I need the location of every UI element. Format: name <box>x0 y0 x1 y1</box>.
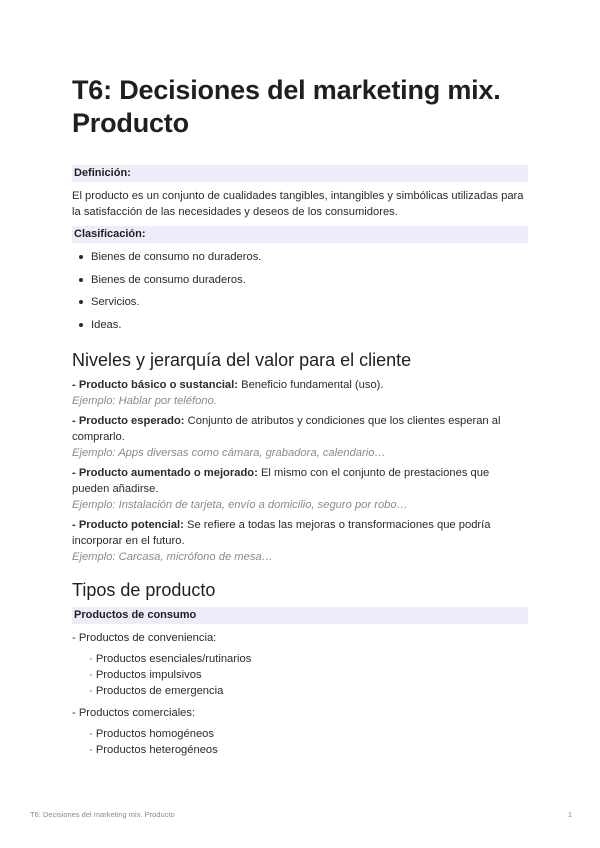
level-dash: - <box>72 379 79 391</box>
level-example: Ejemplo: Apps diversas como cámara, grabadora, calendario… <box>72 447 386 459</box>
document-page <box>72 74 528 758</box>
classification-label: Clasificación: <box>72 226 528 243</box>
level-item <box>72 413 528 461</box>
title-line-1: T6: Decisiones del marketing mix. <box>72 75 501 105</box>
list-item: · Productos de emergencia <box>89 685 224 697</box>
level-dash: - <box>72 415 79 427</box>
list-item: · Productos impulsivos <box>89 669 202 681</box>
section-heading-tipos: Tipos de producto <box>72 580 216 600</box>
list-item: · Productos esenciales/rutinarios <box>89 653 252 665</box>
level-text: El mismo con el conjunto de prestaciones que pueden añadirse. <box>72 467 490 495</box>
list-item: Ideas. <box>72 317 528 340</box>
list-item: Bienes de consumo no duraderos. <box>72 249 528 272</box>
page-number: 1 <box>567 810 572 819</box>
level-dash: - <box>72 467 79 479</box>
level-title: Producto esperado: <box>78 415 185 427</box>
list-item: Servicios. <box>72 294 528 317</box>
convenience-products-list <box>72 651 528 699</box>
consumer-products-label: Productos de consumo <box>72 607 528 624</box>
level-example: Ejemplo: Carcasa, micrófono de mesa… <box>72 551 273 563</box>
level-title: Producto básico o sustancial: <box>78 379 238 391</box>
level-example: Ejemplo: Instalación de tarjeta, envío a domicilio, seguro por robo… <box>72 499 408 511</box>
level-text: Beneficio fundamental (uso). <box>238 379 384 391</box>
footer-title: T6: Decisiones del marketing mix. Producto <box>30 810 175 819</box>
definition-label: Definición: <box>72 165 528 182</box>
level-item <box>72 517 528 565</box>
level-text: Se refiere a todas las mejoras o transformaciones que podría incorporar en el futuro. <box>72 519 491 547</box>
page-title <box>72 74 528 140</box>
commercial-products-label: - Productos comerciales: <box>72 707 196 719</box>
list-item: Bienes de consumo duraderos. <box>72 272 528 295</box>
level-text: Conjunto de atributos y condiciones que los clientes esperan al comprarlo. <box>72 415 501 443</box>
level-title: Producto potencial: <box>78 519 184 531</box>
convenience-products-label: - Productos de conveniencia: <box>72 632 217 644</box>
level-dash: - <box>72 519 79 531</box>
levels-section <box>72 377 528 565</box>
level-item <box>72 377 528 409</box>
list-item: · Productos homogéneos <box>89 728 215 740</box>
section-heading-niveles: Niveles y jerarquía del valor para el cliente <box>72 350 412 370</box>
level-item <box>72 465 528 513</box>
title-line-2: Producto <box>72 108 189 138</box>
list-item: · Productos heterogéneos <box>89 744 218 756</box>
page-footer <box>30 810 572 819</box>
commercial-products-list <box>72 726 528 758</box>
definition-text: El producto es un conjunto de cualidades tangibles, intangibles y simbólicas utilizadas para la satisfacción de las necesidades y deseos de los consumidores. <box>72 190 524 218</box>
classification-list <box>72 249 528 339</box>
level-title: Producto aumentado o mejorado: <box>78 467 258 479</box>
level-example: Ejemplo: Hablar por teléfono. <box>72 395 217 407</box>
